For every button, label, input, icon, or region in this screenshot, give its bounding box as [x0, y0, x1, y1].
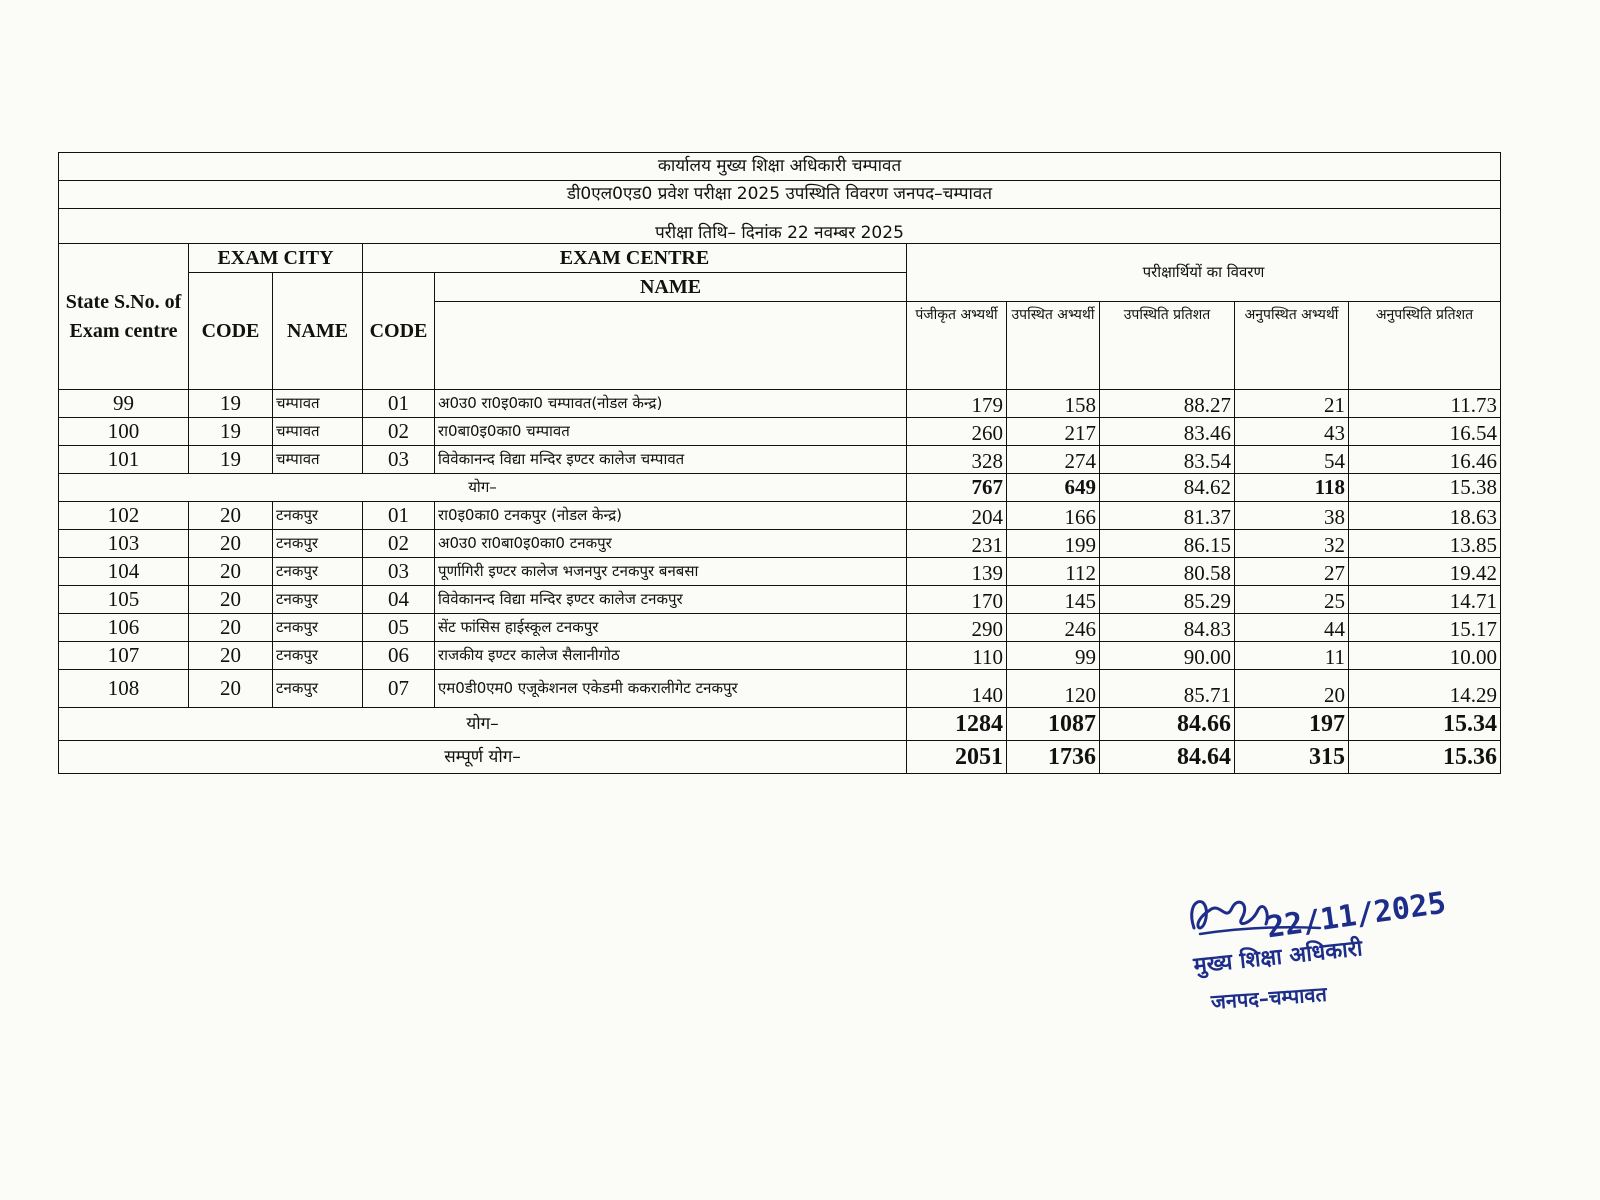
- present-pct-cell: 80.58: [1100, 558, 1235, 586]
- absent-cell: 27: [1235, 558, 1349, 586]
- city-code-cell: 19: [189, 418, 273, 446]
- absent-pct-cell: 15.17: [1349, 614, 1501, 642]
- city-name-cell: चम्पावत: [273, 390, 363, 418]
- present-cell: 112: [1007, 558, 1100, 586]
- centre-name-cell: सेंट फांसिस हाईस्कूल टनकपुर: [435, 614, 907, 642]
- registered-cell: 140: [907, 670, 1007, 708]
- centre-name-cell: अ0उ0 रा0बा0इ0का0 टनकपुर: [435, 530, 907, 558]
- city-name-cell: टनकपुर: [273, 530, 363, 558]
- subtotal-row-champawat-registered-cell: 767: [907, 474, 1007, 502]
- signature-designation: मुख्य शिक्षा अधिकारी: [1192, 936, 1364, 979]
- centre-code-cell: 01: [363, 502, 435, 530]
- subtotal-row-tanakpur-present-cell: 1087: [1007, 708, 1100, 741]
- absent-pct-cell: 14.71: [1349, 586, 1501, 614]
- city-code-cell: 20: [189, 558, 273, 586]
- city-name-cell: टनकपुर: [273, 614, 363, 642]
- present-pct-cell: 83.46: [1100, 418, 1235, 446]
- exam-title-row: [59, 181, 1501, 209]
- present-cell: 217: [1007, 418, 1100, 446]
- column-header-row-1: [59, 244, 1501, 273]
- state-sno-cell: 99: [59, 390, 189, 418]
- absent-pct-cell: 14.29: [1349, 670, 1501, 708]
- table-row: [59, 446, 1501, 474]
- centre-name-cell: रा0बा0इ0का0 चम्पावत: [435, 418, 907, 446]
- registered-cell: 231: [907, 530, 1007, 558]
- centre-name-cell: राजकीय इण्टर कालेज सैलानीगोठ: [435, 642, 907, 670]
- grand-total-row-registered-cell: 2051: [907, 741, 1007, 774]
- present-pct-cell: 85.29: [1100, 586, 1235, 614]
- present-cell: 158: [1007, 390, 1100, 418]
- present-pct-header: उपस्थिति प्रतिशत: [1100, 302, 1235, 390]
- present-cell: 145: [1007, 586, 1100, 614]
- absent-cell: 43: [1235, 418, 1349, 446]
- absent-header: अनुपस्थित अभ्यर्थी: [1235, 302, 1349, 390]
- present-cell: 199: [1007, 530, 1100, 558]
- city-name-cell: टनकपुर: [273, 642, 363, 670]
- attendance-table: [58, 152, 1501, 774]
- state-sno-header: State S.No. of Exam centre: [59, 244, 189, 390]
- absent-pct-header: अनुपस्थिति प्रतिशत: [1349, 302, 1501, 390]
- present-cell: 99: [1007, 642, 1100, 670]
- office-title-row: [59, 153, 1501, 181]
- absent-cell: 20: [1235, 670, 1349, 708]
- city-code-cell: 20: [189, 614, 273, 642]
- absent-pct-cell: 19.42: [1349, 558, 1501, 586]
- candidates-details-header: परीक्षार्थियों का विवरण: [907, 244, 1501, 302]
- subtotal-row-champawat-present-pct-cell: 84.62: [1100, 474, 1235, 502]
- grand-total-row-present-pct-cell: 84.64: [1100, 741, 1235, 774]
- centre-code-cell: 07: [363, 670, 435, 708]
- present-pct-cell: 81.37: [1100, 502, 1235, 530]
- centre-name-cell: एम0डी0एम0 एजूकेशनल एकेडमी ककरालीगेट टनकपुर: [435, 670, 907, 708]
- city-name-cell: चम्पावत: [273, 418, 363, 446]
- present-pct-cell: 88.27: [1100, 390, 1235, 418]
- subtotal-row-champawat: [59, 474, 1501, 502]
- exam-centre-header: EXAM CENTRE: [363, 244, 907, 273]
- centre-code-header: CODE: [363, 273, 435, 390]
- subtotal-row-champawat-label: योग–: [59, 474, 907, 502]
- state-sno-cell: 100: [59, 418, 189, 446]
- present-cell: 120: [1007, 670, 1100, 708]
- absent-pct-cell: 11.73: [1349, 390, 1501, 418]
- exam-date: परीक्षा तिथि– दिनांक 22 नवम्बर 2025: [59, 209, 1501, 244]
- centre-code-cell: 06: [363, 642, 435, 670]
- city-name-cell: टनकपुर: [273, 670, 363, 708]
- absent-pct-cell: 13.85: [1349, 530, 1501, 558]
- table-row: [59, 530, 1501, 558]
- absent-pct-cell: 16.54: [1349, 418, 1501, 446]
- registered-cell: 139: [907, 558, 1007, 586]
- city-name-cell: टनकपुर: [273, 586, 363, 614]
- state-sno-cell: 104: [59, 558, 189, 586]
- grand-total-row-absent-pct-cell: 15.36: [1349, 741, 1501, 774]
- city-name-cell: टनकपुर: [273, 502, 363, 530]
- present-pct-cell: 90.00: [1100, 642, 1235, 670]
- registered-cell: 260: [907, 418, 1007, 446]
- present-pct-cell: 86.15: [1100, 530, 1235, 558]
- attendance-report-sheet: [58, 152, 1500, 774]
- subtotal-row-tanakpur-absent-pct-cell: 15.34: [1349, 708, 1501, 741]
- city-name-cell: चम्पावत: [273, 446, 363, 474]
- subtotal-row-tanakpur-label: योग–: [59, 708, 907, 741]
- table-row: [59, 418, 1501, 446]
- city-code-cell: 20: [189, 530, 273, 558]
- absent-pct-cell: 10.00: [1349, 642, 1501, 670]
- city-name-cell: टनकपुर: [273, 558, 363, 586]
- present-cell: 274: [1007, 446, 1100, 474]
- absent-cell: 32: [1235, 530, 1349, 558]
- subtotal-row-champawat-present-cell: 649: [1007, 474, 1100, 502]
- centre-name-blank: [435, 302, 907, 390]
- registered-header: पंजीकृत अभ्यर्थी: [907, 302, 1007, 390]
- absent-cell: 21: [1235, 390, 1349, 418]
- state-sno-cell: 107: [59, 642, 189, 670]
- subtotal-row-tanakpur: [59, 708, 1501, 741]
- absent-cell: 38: [1235, 502, 1349, 530]
- centre-code-cell: 05: [363, 614, 435, 642]
- grand-total-row-label: सम्पूर्ण योग–: [59, 741, 907, 774]
- city-code-cell: 20: [189, 502, 273, 530]
- present-pct-cell: 83.54: [1100, 446, 1235, 474]
- subtotal-row-tanakpur-registered-cell: 1284: [907, 708, 1007, 741]
- city-code-cell: 19: [189, 446, 273, 474]
- subtotal-row-champawat-absent-pct-cell: 15.38: [1349, 474, 1501, 502]
- state-sno-cell: 103: [59, 530, 189, 558]
- absent-cell: 25: [1235, 586, 1349, 614]
- signature-block: [1180, 885, 1500, 1028]
- centre-name-cell: विवेकानन्द विद्या मन्दिर इण्टर कालेज टनकपुर: [435, 586, 907, 614]
- signature-district: जनपद–चम्पावत: [1210, 981, 1328, 1014]
- table-row: [59, 502, 1501, 530]
- state-sno-cell: 108: [59, 670, 189, 708]
- centre-code-cell: 01: [363, 390, 435, 418]
- centre-code-cell: 02: [363, 418, 435, 446]
- subtotal-row-champawat-absent-cell: 118: [1235, 474, 1349, 502]
- table-row: [59, 642, 1501, 670]
- exam-date-row: [59, 209, 1501, 244]
- city-code-cell: 20: [189, 586, 273, 614]
- absent-pct-cell: 16.46: [1349, 446, 1501, 474]
- city-name-header: NAME: [273, 273, 363, 390]
- present-cell: 166: [1007, 502, 1100, 530]
- registered-cell: 290: [907, 614, 1007, 642]
- registered-cell: 170: [907, 586, 1007, 614]
- centre-name-cell: रा0इ0का0 टनकपुर (नोडल केन्द्र): [435, 502, 907, 530]
- present-pct-cell: 85.71: [1100, 670, 1235, 708]
- absent-cell: 54: [1235, 446, 1349, 474]
- centre-code-cell: 03: [363, 558, 435, 586]
- signature-date: 22/11/2025: [1264, 885, 1449, 946]
- registered-cell: 328: [907, 446, 1007, 474]
- absent-cell: 44: [1235, 614, 1349, 642]
- centre-name-cell: अ0उ0 रा0इ0का0 चम्पावत(नोडल केन्द्र): [435, 390, 907, 418]
- grand-total-row: [59, 741, 1501, 774]
- state-sno-cell: 105: [59, 586, 189, 614]
- table-row: [59, 558, 1501, 586]
- registered-cell: 204: [907, 502, 1007, 530]
- table-row: [59, 614, 1501, 642]
- centre-name-cell: विवेकानन्द विद्या मन्दिर इण्टर कालेज चम्पावत: [435, 446, 907, 474]
- grand-total-row-present-cell: 1736: [1007, 741, 1100, 774]
- centre-name-cell: पूर्णागिरी इण्टर कालेज भजनपुर टनकपुर बनबसा: [435, 558, 907, 586]
- present-pct-cell: 84.83: [1100, 614, 1235, 642]
- absent-cell: 11: [1235, 642, 1349, 670]
- office-title: कार्यालय मुख्य शिक्षा अधिकारी चम्पावत: [59, 153, 1501, 181]
- state-sno-cell: 102: [59, 502, 189, 530]
- state-sno-cell: 106: [59, 614, 189, 642]
- centre-code-cell: 02: [363, 530, 435, 558]
- centre-code-cell: 04: [363, 586, 435, 614]
- subtotal-row-tanakpur-absent-cell: 197: [1235, 708, 1349, 741]
- city-code-cell: 20: [189, 670, 273, 708]
- city-code-cell: 19: [189, 390, 273, 418]
- centre-code-cell: 03: [363, 446, 435, 474]
- present-cell: 246: [1007, 614, 1100, 642]
- city-code-header: CODE: [189, 273, 273, 390]
- exam-title: डी0एल0एड0 प्रवेश परीक्षा 2025 उपस्थिति विवरण जनपद–चम्पावत: [59, 181, 1501, 209]
- table-row: [59, 390, 1501, 418]
- registered-cell: 179: [907, 390, 1007, 418]
- exam-city-header: EXAM CITY: [189, 244, 363, 273]
- table-row: [59, 586, 1501, 614]
- subtotal-row-tanakpur-present-pct-cell: 84.66: [1100, 708, 1235, 741]
- table-row: [59, 670, 1501, 708]
- centre-name-header: NAME: [435, 273, 907, 302]
- grand-total-row-absent-cell: 315: [1235, 741, 1349, 774]
- absent-pct-cell: 18.63: [1349, 502, 1501, 530]
- registered-cell: 110: [907, 642, 1007, 670]
- city-code-cell: 20: [189, 642, 273, 670]
- state-sno-cell: 101: [59, 446, 189, 474]
- present-header: उपस्थित अभ्यर्थी: [1007, 302, 1100, 390]
